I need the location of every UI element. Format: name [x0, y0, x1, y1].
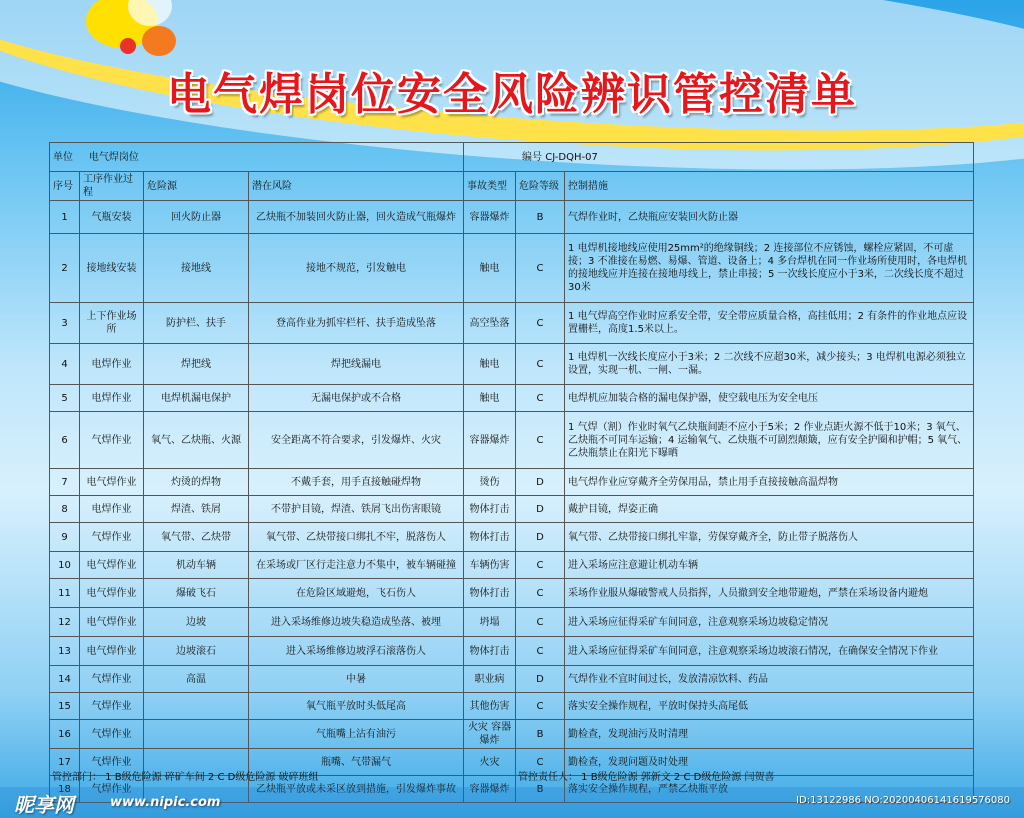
cell-no: 8	[50, 496, 80, 523]
cell-type: 物体打击	[464, 523, 516, 552]
cell-type: 物体打击	[464, 496, 516, 523]
cell-risk: 登高作业为抓牢栏杆、扶手造成坠落	[249, 303, 464, 344]
cell-process: 电气焊作业	[80, 608, 144, 637]
cell-measure: 1 电气焊高空作业时应系安全带，安全带应质量合格，高挂低用；2 有条件的作业地点应设置栅栏，高度1.5米以上。	[565, 303, 974, 344]
cell-measure: 勤检查，发现油污及时清理	[565, 720, 974, 749]
cell-risk: 不戴手套，用手直接触碰焊物	[249, 469, 464, 496]
cell-level: B	[516, 720, 565, 749]
cell-type: 烫伤	[464, 469, 516, 496]
cell-risk: 接地不规范，引发触电	[249, 234, 464, 303]
cell-hazard: 电焊机漏电保护	[144, 385, 249, 412]
cell-process: 电气焊作业	[80, 469, 144, 496]
table-row	[50, 234, 974, 303]
cell-level: C	[516, 412, 565, 469]
cell-type: 车辆伤害	[464, 552, 516, 579]
cell-no: 9	[50, 523, 80, 552]
cell-level: C	[516, 608, 565, 637]
cell-no: 16	[50, 720, 80, 749]
cell-type: 坍塌	[464, 608, 516, 637]
cell-hazard: 焊把线	[144, 344, 249, 385]
cell-risk: 氧气瓶平放时头低尾高	[249, 693, 464, 720]
footer-responsible: 管控责任人： 1 B级危险源 郭新文 2 C D级危险源 闫贺喜	[518, 772, 775, 783]
cell-risk: 进入采场维修边坡浮石滚落伤人	[249, 637, 464, 666]
cell-no: 6	[50, 412, 80, 469]
table-row	[50, 608, 974, 637]
table-row	[50, 344, 974, 385]
risk-table	[49, 142, 974, 803]
cell-measure: 采场作业服从爆破警戒人员指挥，人员撤到安全地带避炮，严禁在采场设备内避炮	[565, 579, 974, 608]
cell-no: 4	[50, 344, 80, 385]
cell-hazard	[144, 720, 249, 749]
cell-process: 电气焊作业	[80, 637, 144, 666]
cell-process: 气焊作业	[80, 412, 144, 469]
cell-level: B	[516, 201, 565, 234]
cell-process: 气焊作业	[80, 523, 144, 552]
cell-hazard: 边坡	[144, 608, 249, 637]
cell-measure: 戴护目镜，焊姿正确	[565, 496, 974, 523]
col-header-risk: 潜在风险	[249, 172, 464, 201]
cell-measure: 电焊机应加装合格的漏电保护器，使空载电压为安全电压	[565, 385, 974, 412]
cell-process: 电焊作业	[80, 344, 144, 385]
watermark-url: www.nipic.com	[110, 795, 221, 810]
cell-risk: 在采场或厂区行走注意力不集中，被车辆碰撞	[249, 552, 464, 579]
cell-no: 5	[50, 385, 80, 412]
cell-risk: 进入采场维修边坡失稳造成坠落、被埋	[249, 608, 464, 637]
cell-type: 职业病	[464, 666, 516, 693]
cell-risk: 瓶嘴、气带漏气	[249, 749, 464, 776]
cell-no: 17	[50, 749, 80, 776]
cell-process: 气焊作业	[80, 720, 144, 749]
cell-process: 电焊作业	[80, 385, 144, 412]
cell-risk: 中暑	[249, 666, 464, 693]
cell-no: 7	[50, 469, 80, 496]
cell-type: 触电	[464, 234, 516, 303]
col-header-hazard: 危险源	[144, 172, 249, 201]
cell-type: 火灾 容器爆炸	[464, 720, 516, 749]
cell-level: C	[516, 637, 565, 666]
footer-dept: 管控部门： 1 B级危险源 碎矿车间 2 C D级危险源 破碎班组	[52, 772, 319, 783]
cell-measure: 气焊作业时，乙炔瓶应安装回火防止器	[565, 201, 974, 234]
cell-measure: 1 气焊（割）作业时氧气乙炔瓶间距不应小于5米；2 作业点距火源不低于10米；3 氧气、乙炔瓶不可同车运输；4 运输氧气、乙炔瓶不可剧烈颠簸，应有安全护圈和护帽；5 氧气、乙炔瓶禁止在阳光下曝晒	[565, 412, 974, 469]
cell-risk: 气瓶嘴上沾有油污	[249, 720, 464, 749]
red-bubble	[120, 38, 136, 54]
cell-risk: 焊把线漏电	[249, 344, 464, 385]
col-header-no: 序号	[50, 172, 80, 201]
table-row	[50, 637, 974, 666]
cell-type: 容器爆炸	[464, 412, 516, 469]
cell-risk: 安全距离不符合要求，引发爆炸、火灾	[249, 412, 464, 469]
cell-measure: 氧气带、乙炔带接口绑扎牢靠，劳保穿戴齐全，防止带子脱落伤人	[565, 523, 974, 552]
col-header-level: 危险等级	[516, 172, 565, 201]
cell-level: D	[516, 666, 565, 693]
cell-hazard: 边坡滚石	[144, 637, 249, 666]
cell-risk: 乙炔瓶不加装回火防止器，回火造成气瓶爆炸	[249, 201, 464, 234]
cell-no: 12	[50, 608, 80, 637]
cell-level: C	[516, 234, 565, 303]
cell-hazard: 防护栏、扶手	[144, 303, 249, 344]
cell-hazard: 爆破飞石	[144, 579, 249, 608]
table-row	[50, 201, 974, 234]
cell-process: 气焊作业	[80, 776, 144, 803]
cell-measure: 1 电焊机一次线长度应小于3米；2 二次线不应超30米，减少接头；3 电焊机电源必须独立设置，实现一机、一闸、一漏。	[565, 344, 974, 385]
cell-measure: 落实安全操作规程，平放时保持头高尾低	[565, 693, 974, 720]
orange-bubble	[142, 26, 176, 56]
unit-label: 单位	[53, 151, 73, 163]
cell-level: C	[516, 303, 565, 344]
unit-value: 电气焊岗位	[88, 151, 139, 163]
col-header-measure: 控制措施	[565, 172, 974, 201]
table-row	[50, 720, 974, 749]
cell-process: 气瓶安装	[80, 201, 144, 234]
cell-process: 上下作业场所	[80, 303, 144, 344]
cell-hazard	[144, 693, 249, 720]
cell-hazard: 机动车辆	[144, 552, 249, 579]
cell-type: 物体打击	[464, 579, 516, 608]
cell-process: 接地线安装	[80, 234, 144, 303]
cell-risk: 在危险区域避炮，飞石伤人	[249, 579, 464, 608]
cell-no: 13	[50, 637, 80, 666]
cell-no: 18	[50, 776, 80, 803]
cell-hazard: 高温	[144, 666, 249, 693]
column-header-row	[50, 172, 974, 201]
cell-measure: 1 电焊机接地线应使用25mm²的绝缘铜线；2 连接部位不应锈蚀，螺栓应紧固，不可虚接；3 不准接在易燃、易爆、管道、设备上；4 多台焊机在同一作业场所使用时，各电焊机的接地线应并连接在接地母线上，禁止串接；5 一次线长度应小于3米，二次线长度不超过30米	[565, 234, 974, 303]
cell-risk: 氧气带、乙炔带接口绑扎不牢，脱落伤人	[249, 523, 464, 552]
cell-risk: 无漏电保护或不合格	[249, 385, 464, 412]
cell-level: C	[516, 693, 565, 720]
doc-code: 编号 CJ-DQH-07	[522, 151, 598, 163]
cell-level: C	[516, 579, 565, 608]
cell-hazard: 灼烫的焊物	[144, 469, 249, 496]
cell-hazard: 氧气、乙炔瓶、火源	[144, 412, 249, 469]
cell-level: C	[516, 344, 565, 385]
cell-no: 15	[50, 693, 80, 720]
cell-type: 高空坠落	[464, 303, 516, 344]
cell-type: 其他伤害	[464, 693, 516, 720]
cell-type: 物体打击	[464, 637, 516, 666]
table-row	[50, 579, 974, 608]
cell-type: 火灾	[464, 749, 516, 776]
table-row	[50, 666, 974, 693]
col-header-type: 事故类型	[464, 172, 516, 201]
cell-hazard: 接地线	[144, 234, 249, 303]
cell-no: 2	[50, 234, 80, 303]
table-row	[50, 412, 974, 469]
cell-process: 电焊作业	[80, 496, 144, 523]
cell-measure: 电气焊作业应穿戴齐全劳保用品，禁止用手直接接触高温焊物	[565, 469, 974, 496]
cell-level: B	[516, 776, 565, 803]
table-row	[50, 469, 974, 496]
cell-no: 1	[50, 201, 80, 234]
cell-type: 容器爆炸	[464, 201, 516, 234]
code-cell	[464, 143, 974, 172]
col-header-process: 工序作业过程	[80, 172, 144, 201]
cell-type: 触电	[464, 344, 516, 385]
watermark-id: ID:13122986 NO:20200406141619576080	[796, 795, 1010, 806]
cell-level: D	[516, 496, 565, 523]
cell-process: 气焊作业	[80, 666, 144, 693]
cell-measure: 落实安全操作规程，严禁乙炔瓶平放	[565, 776, 974, 803]
cell-hazard: 回火防止器	[144, 201, 249, 234]
cell-process: 气焊作业	[80, 693, 144, 720]
cell-measure: 进入采场应征得采矿车间同意，注意观察采场边坡稳定情况	[565, 608, 974, 637]
cell-no: 3	[50, 303, 80, 344]
cell-level: C	[516, 749, 565, 776]
cell-measure: 进入采场应征得采矿车间同意，注意观察采场边坡滚石情况，在确保安全情况下作业	[565, 637, 974, 666]
unit-cell	[50, 143, 464, 172]
cell-process: 气焊作业	[80, 749, 144, 776]
cell-type: 容器爆炸	[464, 776, 516, 803]
table-row	[50, 496, 974, 523]
cell-level: D	[516, 523, 565, 552]
cell-measure: 勤检查，发现问题及时处理	[565, 749, 974, 776]
table-row	[50, 385, 974, 412]
unit-row	[50, 143, 974, 172]
cell-level: D	[516, 469, 565, 496]
table-row	[50, 523, 974, 552]
cell-risk: 乙炔瓶平放或未采区放到措施，引发爆炸事故	[249, 776, 464, 803]
cell-hazard: 焊渣、铁屑	[144, 496, 249, 523]
cell-type: 触电	[464, 385, 516, 412]
watermark-logo: 昵享网	[14, 793, 74, 817]
cell-measure: 气焊作业不宜时间过长，发放清凉饮料、药品	[565, 666, 974, 693]
cell-no: 14	[50, 666, 80, 693]
cell-process: 电气焊作业	[80, 552, 144, 579]
page-title: 电气焊岗位安全风险辨识管控清单	[167, 69, 857, 120]
cell-measure: 进入采场应注意避让机动车辆	[565, 552, 974, 579]
table-row	[50, 303, 974, 344]
cell-risk: 不带护目镜，焊渣、铁屑飞出伤害眼镜	[249, 496, 464, 523]
cell-no: 11	[50, 579, 80, 608]
cell-process: 电气焊作业	[80, 579, 144, 608]
table-row	[50, 693, 974, 720]
table-row	[50, 552, 974, 579]
cell-level: C	[516, 552, 565, 579]
cell-hazard: 氧气带、乙炔带	[144, 523, 249, 552]
cell-level: C	[516, 385, 565, 412]
cell-no: 10	[50, 552, 80, 579]
